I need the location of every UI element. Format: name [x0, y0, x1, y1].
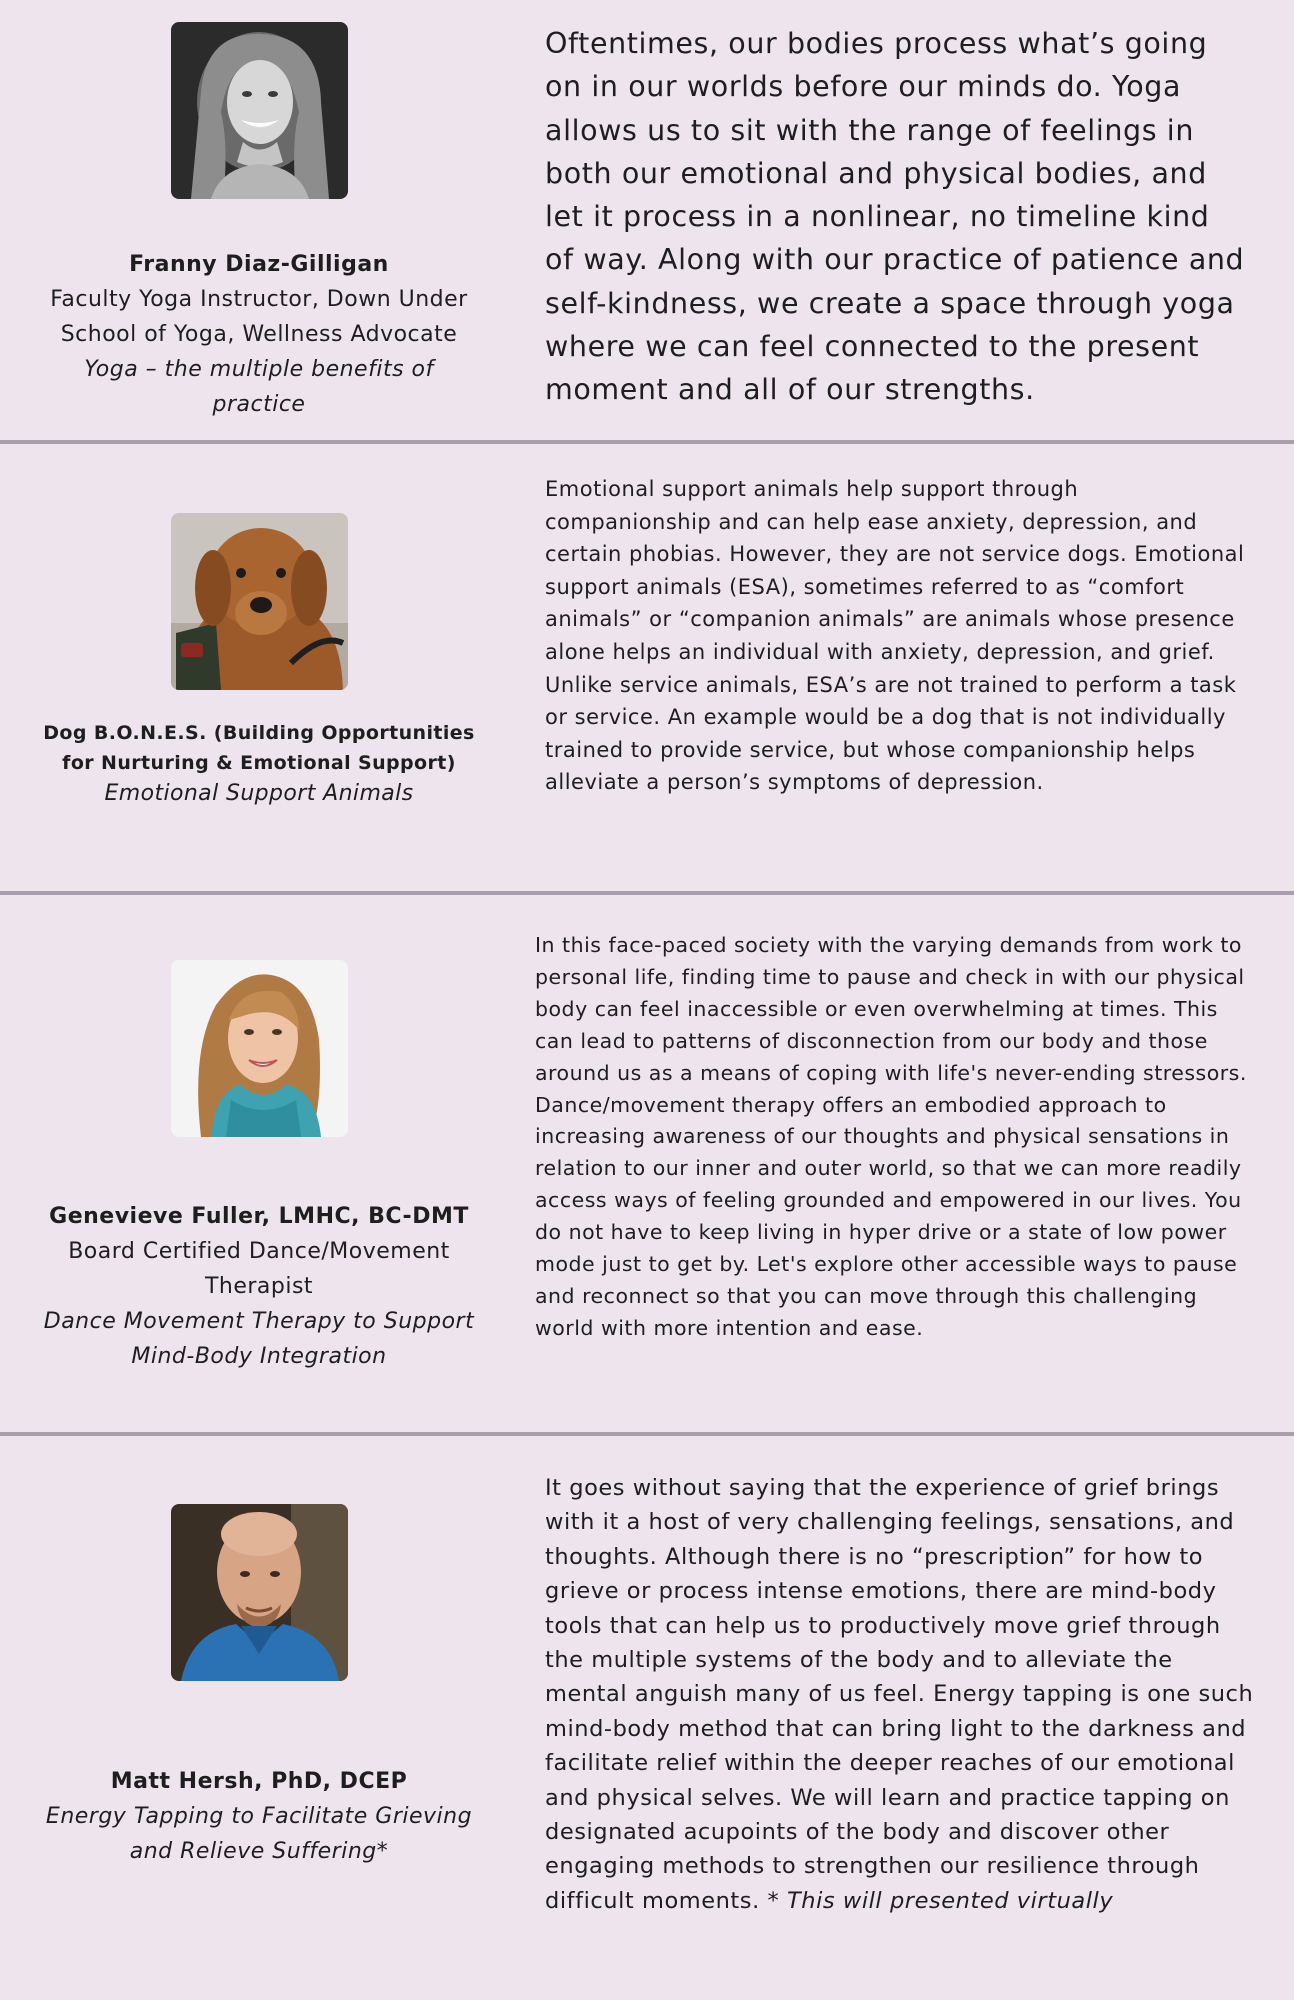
session-topic: Energy Tapping to Facilitate Grieving and Relieve Suffering* [45, 1804, 473, 1864]
virtual-note: * This will presented virtually [767, 1887, 1114, 1914]
speaker-role: Faculty Yoga Instructor, Down Under School of Yoga, Wellness Advocate [50, 287, 468, 347]
speaker-photo-matt [171, 1504, 348, 1681]
speaker-name: Genevieve Fuller, LMHC, BC-DMT [49, 1204, 469, 1229]
section-divider [0, 1432, 1294, 1436]
portrait-woman-bw [171, 22, 348, 199]
section-divider [0, 440, 1294, 444]
session-topic: Yoga – the multiple benefits of practice [84, 357, 434, 417]
speaker-name: Franny Diaz-Gilligan [129, 252, 389, 277]
speaker-description: Oftentimes, our bodies process what’s going on in our worlds before our minds do. Yoga allows us to sit with the range of feelings in both our emotional and physical bodies, and let it process in a nonlinear, no timeline kind of way. Along with our practice of patience and self-kindness, we create a space through yoga where we can feel connected to the present moment and all of our strengths. [545, 27, 1245, 407]
speaker-photo-genevieve [171, 960, 348, 1137]
speaker-photo-franny [171, 22, 348, 199]
speaker-description: It goes without saying that the experience of grief brings with it a host of very challenging feelings, sensations, and thoughts. Although there is no “prescription” for how to grieve or process intense emotions, there are mind-body tools that can help us to productively move grief through the multiple systems of the body and to alleviate the mental anguish many of us feel. Energy tapping is one such mind-body method that can bring light to the darkness and facilitate relief within the deeper reaches of our emotional and physical selves. We will learn and practice tapping on designated acupoints of the body and discover other engaging methods to strengthen our resilience through difficult moments. [545, 1475, 1254, 1914]
speaker-role: Board Certified Dance/Movement Therapist [68, 1239, 450, 1299]
speaker-photo-dog [171, 513, 348, 690]
speaker-description: Emotional support animals help support through companionship and can help ease anxiety, depression, and certain phobias. However, they are not service dogs. Emotional support animals (ESA), sometimes referred to as “comfort animals” or “companion animals” are animals whose presence alone helps an individual with anxiety, depression, and grief. Unlike service animals, ESA’s are not trained to perform a task or service. An example would be a dog that is not individually trained to provide service, but whose companionship helps alleviate a person’s symptoms of depression. [545, 477, 1245, 795]
speaker-name: Dog B.O.N.E.S. (Building Opportunities for Nurturing & Emotional Support) [43, 722, 475, 774]
portrait-man-blue-shirt [171, 1504, 348, 1681]
speaker-description: In this face-paced society with the varying demands from work to personal life, finding time to pause and check in with our physical body can feel inaccessible or even overwhelming at times. This can lead to patterns of disconnection from our body and those around us as a means of coping with life's never-ending stressors. Dance/movement therapy offers an embodied approach to increasing awareness of our thoughts and physical sensations in relation to our inner and outer world, so that we can more readily access ways of feeling grounded and empowered in our lives. You do not have to keep living in hyper drive or a state of low power mode just to get by. Let's explore other accessible ways to pause and reconnect so that you can move through this challenging world with more intention and ease. [535, 933, 1247, 1340]
section-divider [0, 891, 1294, 895]
speaker-caption-franny [10, 247, 508, 422]
session-topic: Dance Movement Therapy to Support Mind-Body Integration [43, 1309, 475, 1369]
portrait-woman-teal-scarf [171, 960, 348, 1137]
speaker-caption-genevieve [10, 1199, 508, 1374]
speaker-description-block [545, 1471, 1257, 1918]
speaker-name: Matt Hersh, PhD, DCEP [110, 1769, 408, 1794]
portrait-golden-retriever [171, 513, 348, 690]
speaker-caption-dog [10, 718, 508, 810]
session-topic: Emotional Support Animals [104, 781, 414, 806]
speaker-caption-matt [10, 1764, 508, 1869]
